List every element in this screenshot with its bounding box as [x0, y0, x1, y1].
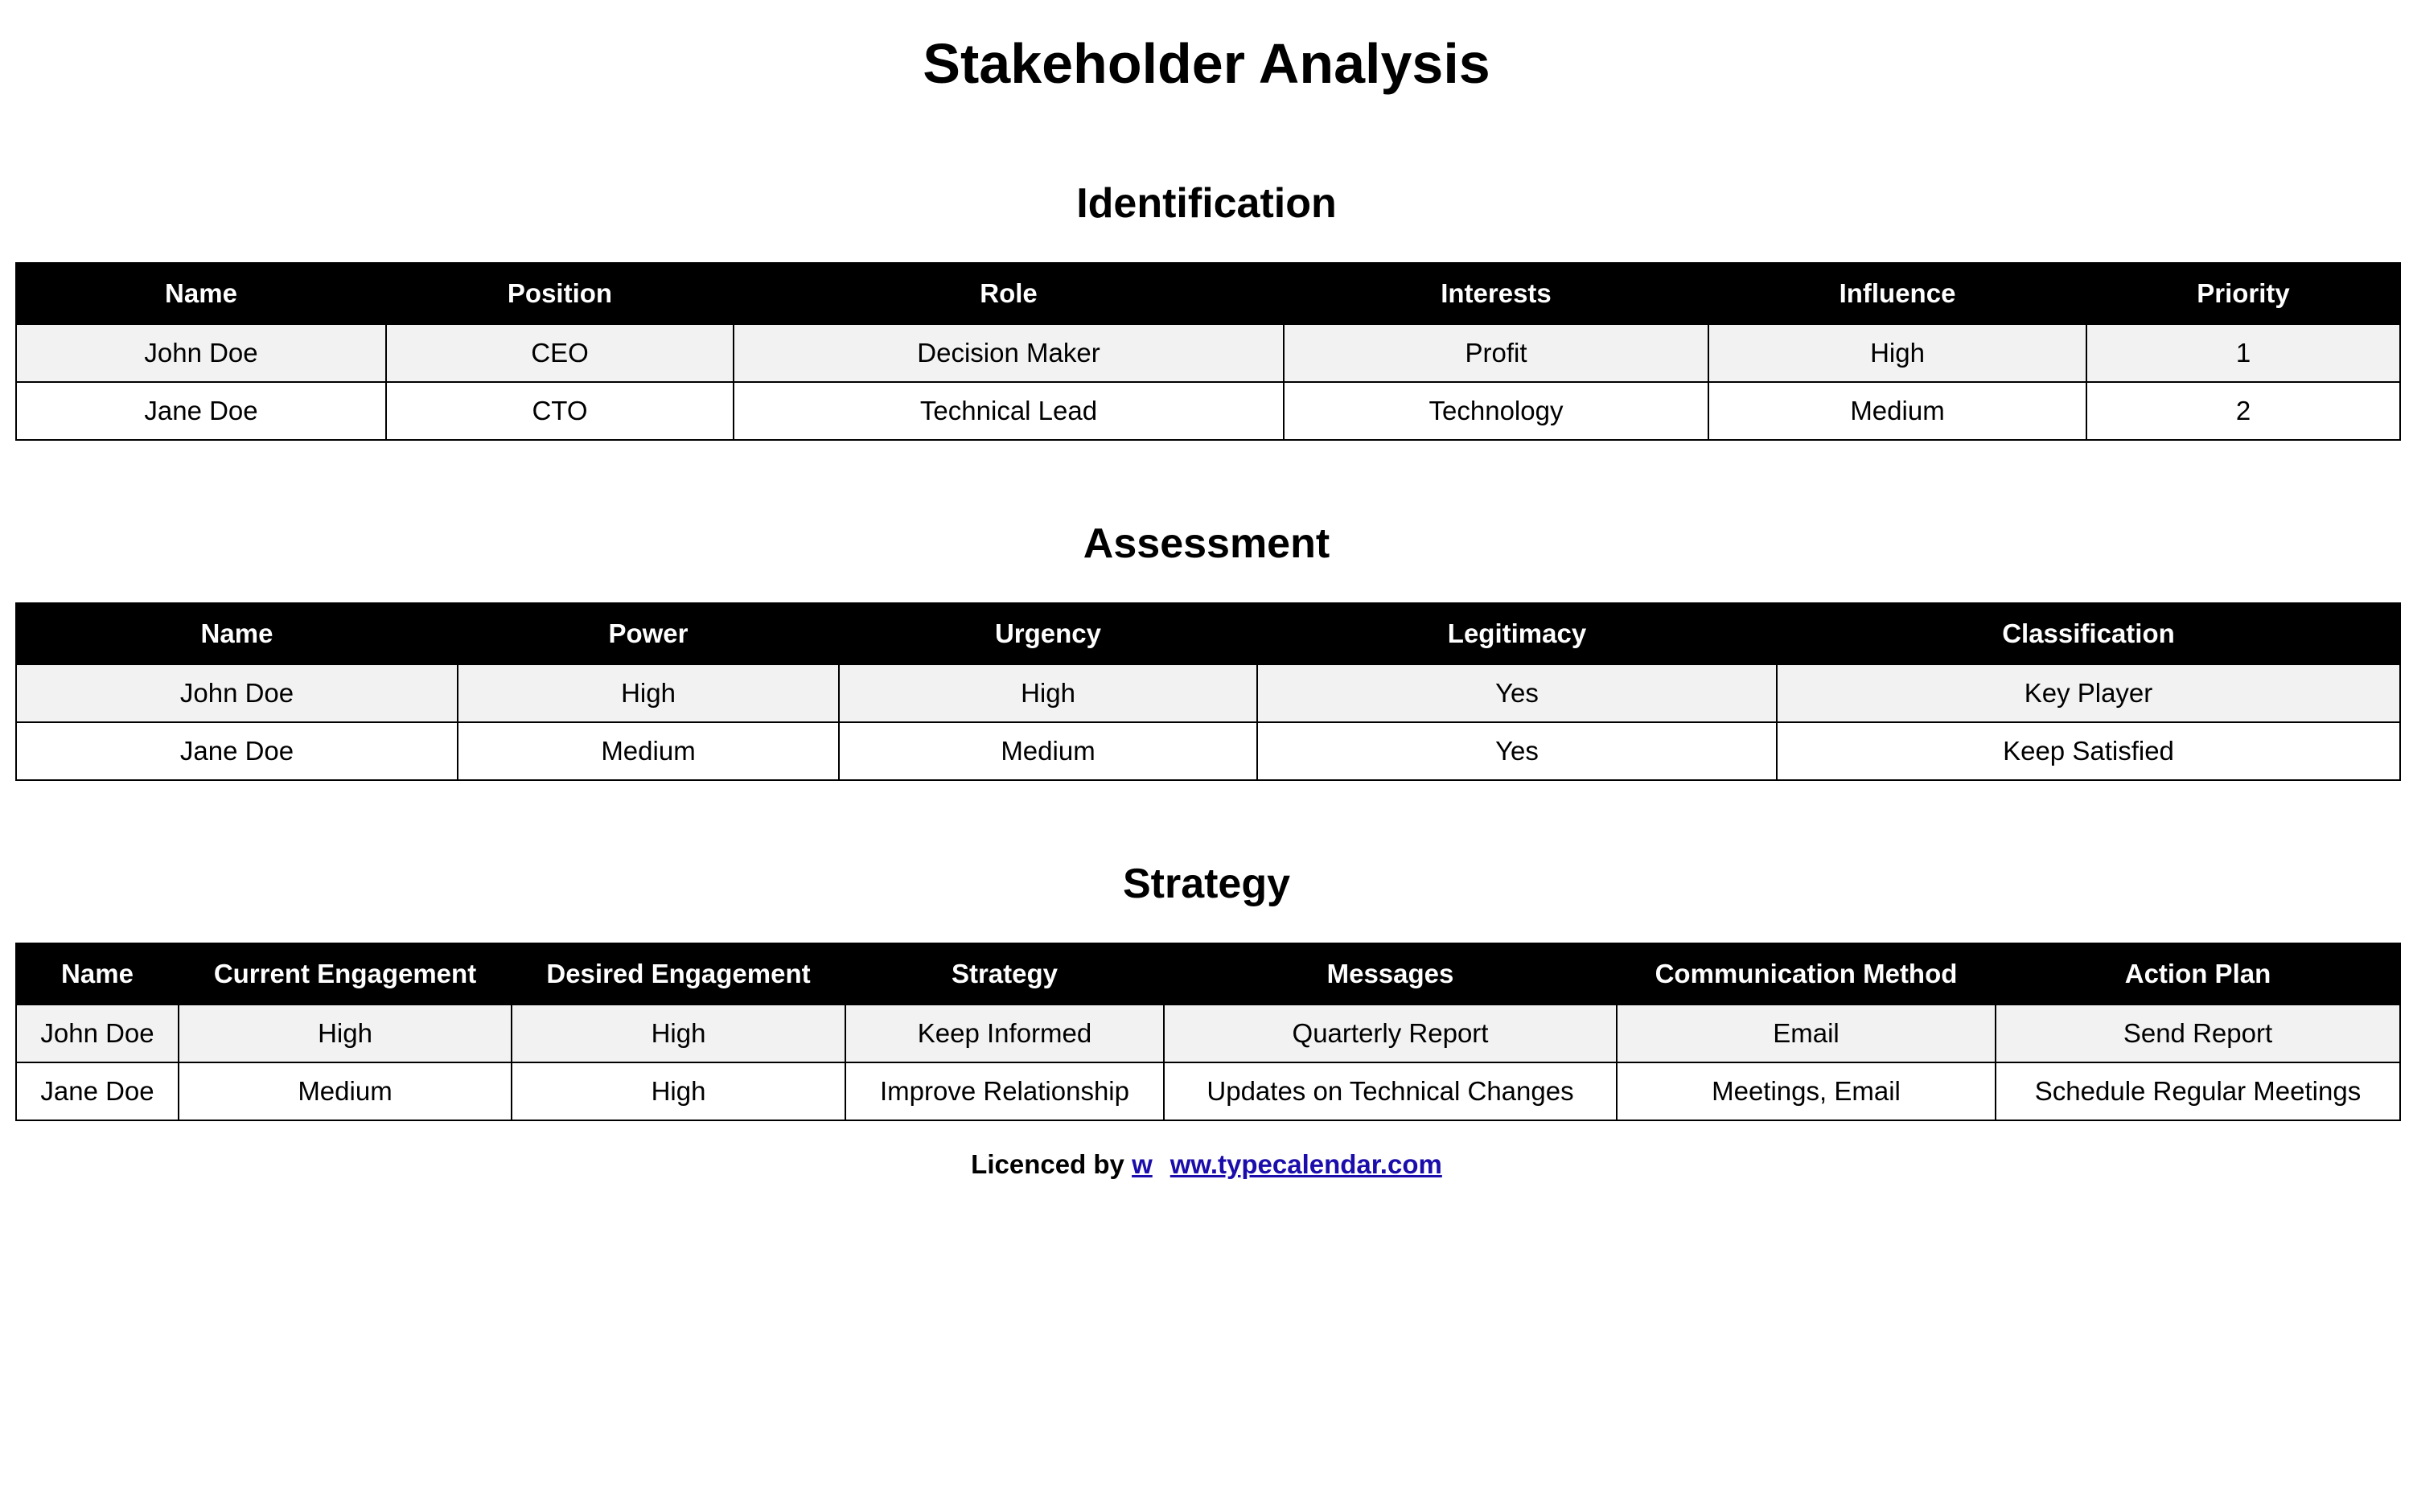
assessment-header-row: [16, 603, 2400, 664]
table-cell: 1: [2086, 324, 2400, 382]
table-cell: Yes: [1257, 664, 1777, 722]
table-cell: High: [179, 1005, 512, 1062]
table-cell: John Doe: [16, 664, 458, 722]
column-header: Legitimacy: [1257, 603, 1777, 664]
table-cell: High: [458, 664, 839, 722]
column-header: Strategy: [845, 943, 1164, 1005]
column-header: Name: [16, 603, 458, 664]
table-cell: Medium: [1708, 382, 2086, 440]
column-header: Communication Method: [1617, 943, 1996, 1005]
table-cell: Jane Doe: [16, 722, 458, 780]
column-header: Current Engagement: [179, 943, 512, 1005]
table-cell: Updates on Technical Changes: [1164, 1062, 1617, 1120]
table-cell: Keep Informed: [845, 1005, 1164, 1062]
table-cell: Schedule Regular Meetings: [1996, 1062, 2400, 1120]
table-cell: Medium: [839, 722, 1257, 780]
table-cell: High: [512, 1062, 845, 1120]
table-cell: CTO: [386, 382, 734, 440]
table-cell: Medium: [179, 1062, 512, 1120]
column-header: Urgency: [839, 603, 1257, 664]
table-cell: High: [839, 664, 1257, 722]
table-cell: Decision Maker: [734, 324, 1284, 382]
column-header: Priority: [2086, 263, 2400, 324]
column-header: Influence: [1708, 263, 2086, 324]
table-cell: Jane Doe: [16, 382, 386, 440]
table-cell: Technical Lead: [734, 382, 1284, 440]
identification-title: Identification: [1076, 180, 1337, 227]
column-header: Action Plan: [1996, 943, 2400, 1005]
assessment-title: Assessment: [1083, 520, 1330, 567]
assessment-table: [15, 602, 2401, 781]
table-row: [16, 722, 2400, 780]
column-header: Desired Engagement: [512, 943, 845, 1005]
table-cell: Improve Relationship: [845, 1062, 1164, 1120]
strategy-header-row: [16, 943, 2400, 1005]
column-header: Classification: [1777, 603, 2400, 664]
page-title: Stakeholder Analysis: [923, 32, 1490, 95]
table-cell: 2: [2086, 382, 2400, 440]
table-cell: Profit: [1284, 324, 1708, 382]
licence-link-part2[interactable]: ww.typecalendar.com: [1170, 1149, 1442, 1179]
column-header: Position: [386, 263, 734, 324]
table-row: [16, 382, 2400, 440]
table-cell: Medium: [458, 722, 839, 780]
licence-link-part1[interactable]: w: [1132, 1149, 1153, 1179]
table-cell: Send Report: [1996, 1005, 2400, 1062]
table-cell: Keep Satisfied: [1777, 722, 2400, 780]
strategy-table: [15, 943, 2401, 1121]
table-cell: High: [512, 1005, 845, 1062]
strategy-title: Strategy: [1122, 861, 1291, 907]
identification-header-row: [16, 263, 2400, 324]
table-cell: Technology: [1284, 382, 1708, 440]
table-cell: CEO: [386, 324, 734, 382]
column-header: Name: [16, 263, 386, 324]
column-header: Messages: [1164, 943, 1617, 1005]
table-cell: High: [1708, 324, 2086, 382]
column-header: Interests: [1284, 263, 1708, 324]
identification-table: [15, 262, 2401, 441]
table-cell: Email: [1617, 1005, 1996, 1062]
table-row: [16, 1005, 2400, 1062]
table-cell: John Doe: [16, 324, 386, 382]
table-row: [16, 664, 2400, 722]
footer-licence: [0, 1147, 2413, 1182]
table-cell: Quarterly Report: [1164, 1005, 1617, 1062]
table-cell: Meetings, Email: [1617, 1062, 1996, 1120]
table-row: [16, 1062, 2400, 1120]
table-cell: Yes: [1257, 722, 1777, 780]
table-cell: Key Player: [1777, 664, 2400, 722]
table-cell: Jane Doe: [16, 1062, 179, 1120]
column-header: Power: [458, 603, 839, 664]
column-header: Role: [734, 263, 1284, 324]
table-row: [16, 324, 2400, 382]
column-header: Name: [16, 943, 179, 1005]
table-cell: John Doe: [16, 1005, 179, 1062]
licence-label: Licenced by: [971, 1149, 1124, 1179]
